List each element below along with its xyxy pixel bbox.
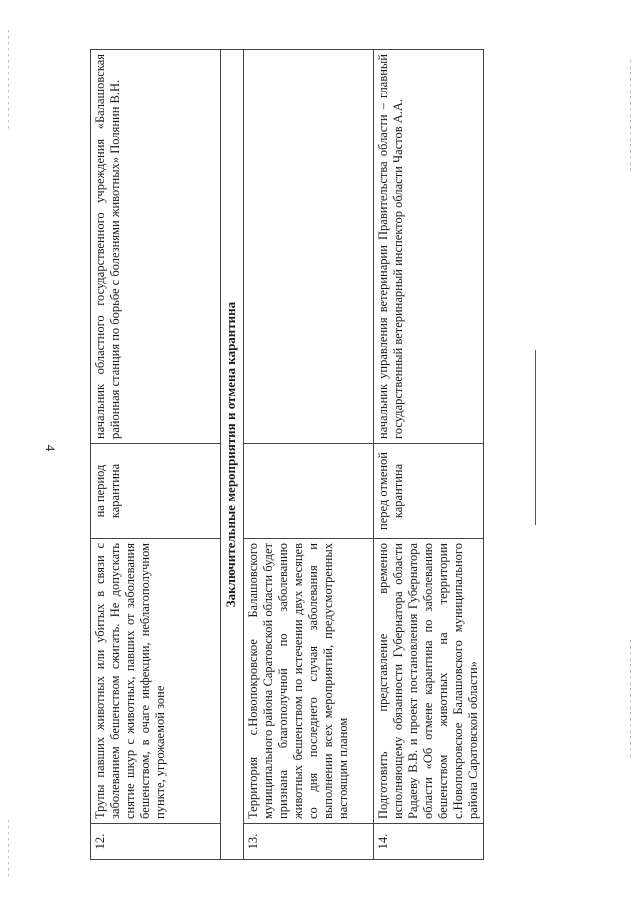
page-number: 4 xyxy=(43,444,58,452)
measure-cell: Подготовить представление временно исполняющему обязанности Губернатора области Радаеву В.В. и проект постановления Губернатора области «Об отмене карантина по заболеванию бешенством животных на территории с.Новопокровское Балашовского муниципального района Саратовской области» xyxy=(374,539,484,824)
measure-cell: Территория с.Новопокровское Балашовского муниципального района Саратовской области будет признана благополучной по заболеванию животных бешенством по истечении двух месяцев со дня последнего случая заболевания и выполнении всех мероприятий, предусмотренных настоящим планом xyxy=(244,539,374,824)
table-row xyxy=(91,50,221,860)
responsible-cell: начальник областного государственного учреждения «Балашовская районная станция по борьбе с болезнями животных» Полянин В.Н. xyxy=(91,50,221,444)
rotated-table-container xyxy=(90,50,480,860)
table-row xyxy=(244,50,374,860)
scan-mark xyxy=(8,820,9,880)
term-cell: на период карантина xyxy=(91,444,221,539)
measure-cell: Трупы павших животных или убитых в связи с заболеванием бешенством сжигать. Не допускать снятие шкур с животных, павших от заболевания бешенством, в очаге инфекции, неблагополучном пункте, угрожаемой зоне xyxy=(91,539,221,824)
scan-mark xyxy=(8,30,9,130)
row-number: 13. xyxy=(244,824,374,860)
row-number: 14. xyxy=(374,824,484,860)
row-number: 12. xyxy=(91,824,221,860)
section-heading: Заключительные мероприятия и отмена карантина xyxy=(221,50,244,860)
responsible-cell: начальник управления ветеринарии Правительства области – главный государственный ветеринарный инспектор области Частов А.А. xyxy=(374,50,484,444)
term-cell xyxy=(244,444,374,539)
table-row xyxy=(374,50,484,860)
section-row xyxy=(221,50,244,860)
responsible-cell xyxy=(244,50,374,444)
measures-table xyxy=(90,49,484,860)
scan-mark xyxy=(630,60,631,170)
scan-mark xyxy=(630,640,631,760)
signature-rule xyxy=(535,350,536,525)
term-cell: перед отменой карантина xyxy=(374,444,484,539)
